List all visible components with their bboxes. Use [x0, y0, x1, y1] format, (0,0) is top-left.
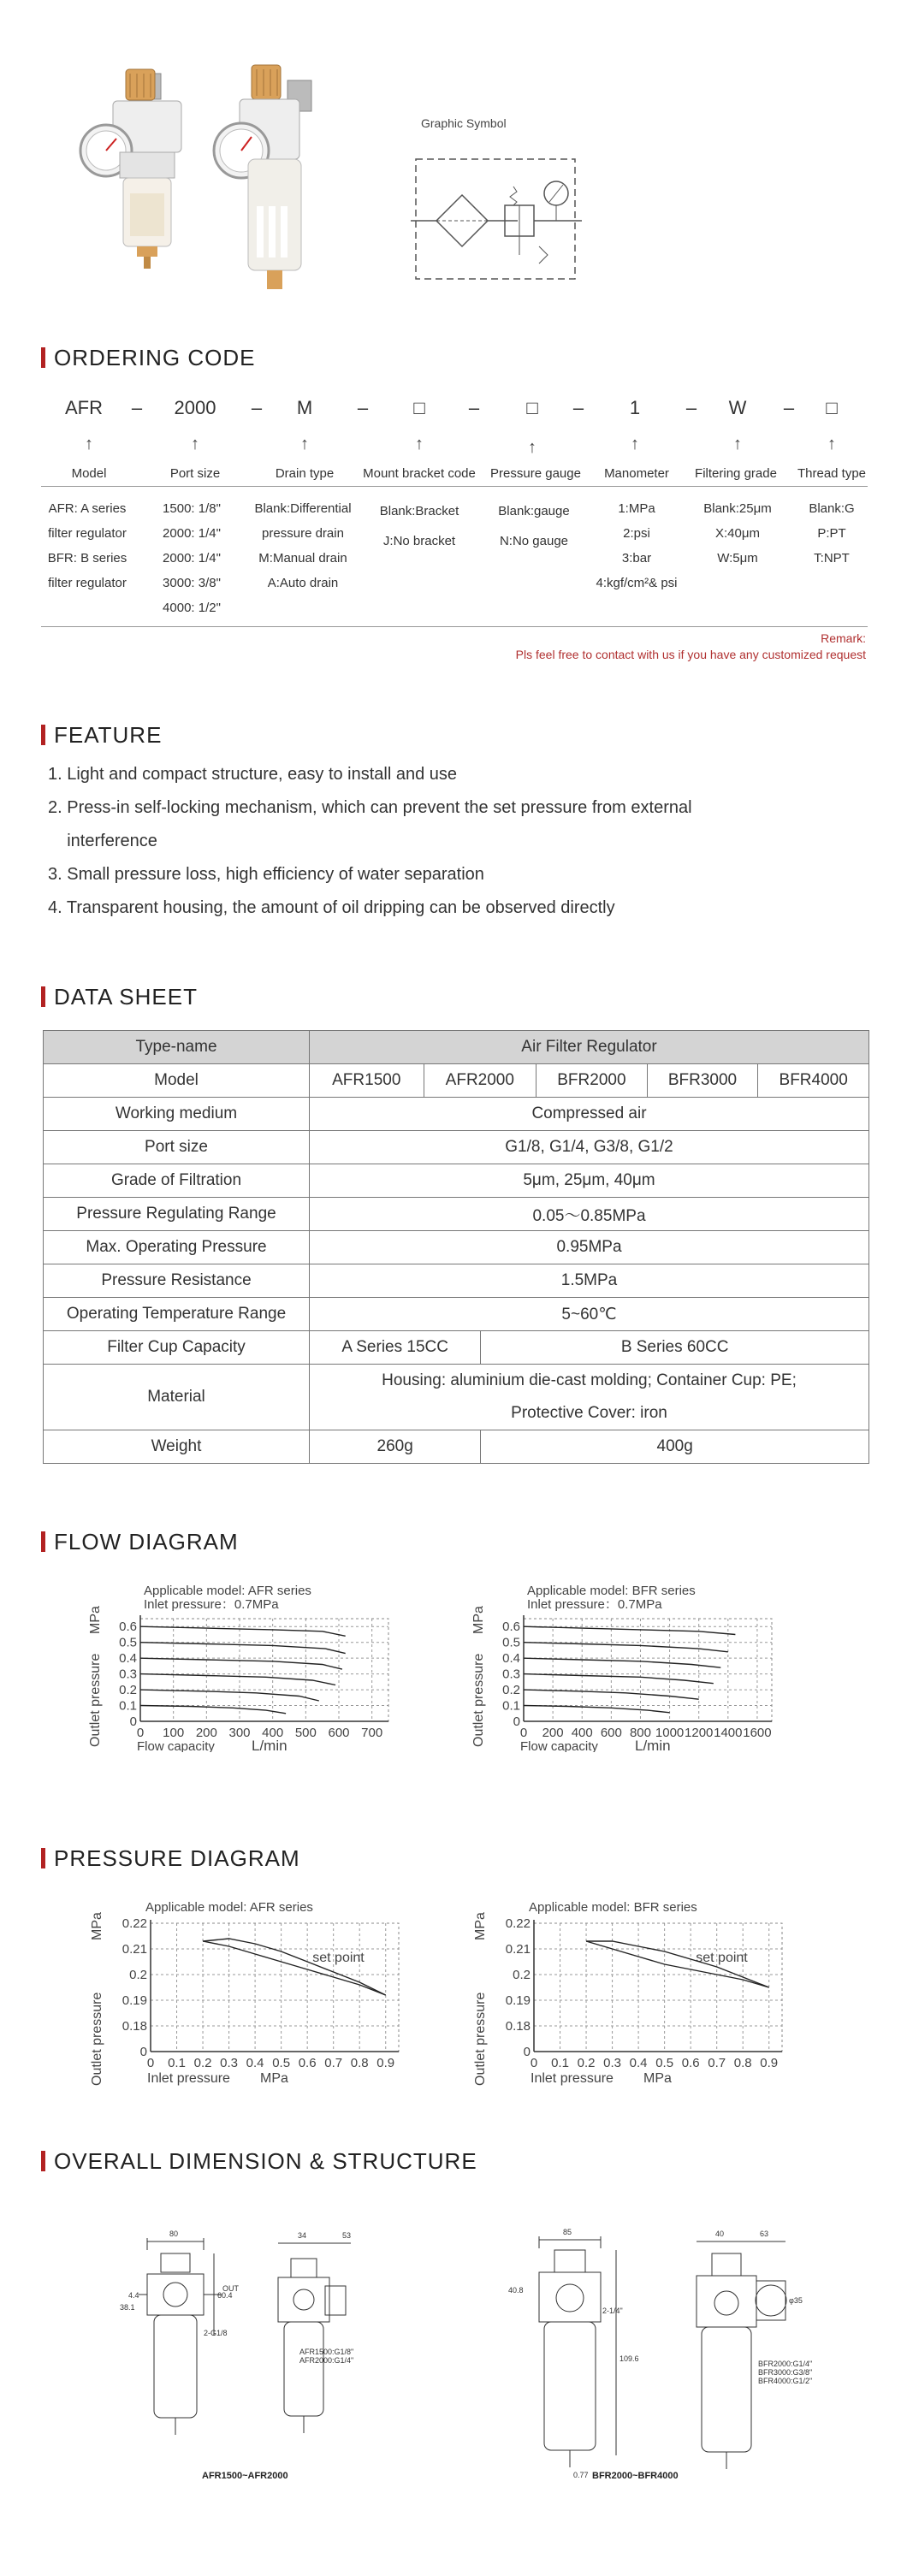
x-axis-label: Inlet pressure	[147, 2071, 230, 2086]
series-line-5	[524, 1706, 670, 1713]
ordering-header-gauge: Pressure gauge	[490, 466, 581, 481]
chart-title: Applicable model: AFR series	[145, 1900, 313, 1915]
x-tick-label: 100	[163, 1726, 185, 1740]
flow-chart-afr	[86, 1581, 411, 1752]
section-title-ordering: ORDERING CODE	[41, 345, 255, 370]
dim-label: 109.6	[619, 2354, 639, 2363]
x-tick-label: 0.3	[220, 2056, 239, 2070]
dim-label: 2-G1/8	[204, 2329, 228, 2337]
chart-title: Applicable model: BFR series	[527, 1584, 696, 1598]
x-unit-label: MPa	[260, 2071, 288, 2086]
x-tick-label: 0	[519, 1726, 528, 1740]
ordering-options-filter: Blank:25μm X:40μm W:5μm	[703, 501, 772, 566]
arrow-icon: ↑	[733, 435, 742, 453]
cell-model: BFR3000	[647, 1064, 758, 1098]
cell-value: 5μm, 25μm, 40μm	[310, 1164, 869, 1198]
arrow-icon: ↑	[631, 435, 639, 453]
product-photo-afr	[79, 56, 190, 287]
dim-label: 53	[342, 2231, 352, 2240]
x-tick-label: 300	[228, 1726, 251, 1740]
code-sep: –	[783, 397, 795, 418]
afr-note: AFR1500:G1/8"	[299, 2348, 354, 2356]
code-sep: –	[572, 397, 584, 418]
ordering-header-thread: Thread type	[797, 466, 867, 481]
dim-label: 34	[298, 2231, 307, 2240]
arrow-icon: ↑	[827, 435, 836, 453]
x-tick-label: 600	[328, 1726, 350, 1740]
y-tick-label: 0.18	[122, 2019, 147, 2034]
x-tick-label: 0.9	[760, 2056, 779, 2070]
table-row	[44, 1164, 869, 1198]
feature-item: 2. Press-in self-locking mechanism, which can prevent the set pressure from external	[48, 798, 692, 817]
x-axis-label: Inlet pressure	[531, 2071, 614, 2086]
y-tick-label: 0.1	[502, 1698, 520, 1714]
section-title-dimension: OVERALL DIMENSION & STRUCTURE	[41, 2148, 477, 2174]
cell-value: B Series 60CC	[481, 1331, 869, 1365]
y-tick-label: 0.18	[505, 2019, 531, 2034]
cell-model: AFR1500	[310, 1064, 424, 1098]
y-tick-label: 0.5	[119, 1635, 137, 1650]
y-tick-label: 0.3	[502, 1667, 520, 1682]
x-axis-label: Flow capacity	[137, 1739, 215, 1752]
cell-value: Compressed air	[310, 1098, 869, 1131]
y-tick-label: 0	[513, 1714, 520, 1729]
y-tick-label: 0.6	[502, 1620, 520, 1635]
ordering-header-manometer: Manometer	[604, 466, 669, 481]
feature-item: 1. Light and compact structure, easy to install and use	[48, 765, 458, 784]
y-tick-label: 0	[129, 1714, 137, 1729]
series-line-3	[524, 1674, 714, 1684]
feature-item: interference	[48, 832, 157, 850]
table-row	[44, 1031, 869, 1064]
chart-subtitle: Inlet pressure：0.7MPa	[144, 1597, 279, 1612]
table-row	[44, 1264, 869, 1298]
cell-model: AFR2000	[424, 1064, 536, 1098]
out-label: OUT	[222, 2284, 239, 2293]
code-gauge: □	[526, 397, 538, 418]
cell-model: BFR4000	[758, 1064, 869, 1098]
ordering-options-thread: Blank:G P:PT T:NPT	[809, 501, 855, 566]
dim-label: 40.8	[508, 2286, 524, 2295]
dim-label: 63	[760, 2230, 769, 2238]
arrow-icon: ↑	[415, 435, 424, 453]
ordering-options-manometer: 1:MPa 2:psi 3:bar 4:kgf/cm²& psi	[596, 501, 678, 590]
dimension-drawing-bfr	[488, 2224, 813, 2490]
x-tick-label: 0.9	[376, 2056, 395, 2070]
y-tick-label: 0.2	[119, 1683, 137, 1698]
flow-chart-bfr	[469, 1581, 794, 1752]
series-line-2	[140, 1658, 342, 1669]
table-row	[44, 1131, 869, 1164]
x-tick-label: 0.8	[350, 2056, 369, 2070]
x-axis-label: Flow capacity	[520, 1739, 598, 1752]
table-row	[44, 1331, 869, 1365]
ordering-bottom-divider	[41, 626, 868, 627]
series-line-3	[140, 1674, 335, 1685]
set-point-annotation: set point	[312, 1951, 365, 1965]
arrow-icon: ↑	[85, 435, 93, 453]
cell-value: Housing: aluminium die-cast molding; Container Cup: PE; Protective Cover: iron	[310, 1365, 869, 1430]
dim-label: 0.77	[573, 2471, 589, 2479]
afr-note: AFR2000:G1/4"	[299, 2356, 354, 2365]
ordering-header-model: Model	[71, 466, 107, 481]
chart-title: Applicable model: AFR series	[144, 1584, 311, 1598]
dim-label: 60.4	[217, 2291, 233, 2300]
x-tick-label: 200	[195, 1726, 217, 1740]
x-tick-label: 1400	[714, 1726, 743, 1740]
cell-value: 0.05～0.85MPa	[310, 1198, 869, 1231]
table-row	[44, 1064, 869, 1098]
cell-label: Operating Temperature Range	[44, 1298, 310, 1331]
x-tick-label: 400	[262, 1726, 284, 1740]
x-tick-label: 1000	[655, 1726, 685, 1740]
y-axis-label: Outlet pressure	[90, 1992, 104, 2086]
series-line-1	[524, 1643, 728, 1652]
x-tick-label: 0.6	[681, 2056, 700, 2070]
y-tick-label: 0	[523, 2045, 531, 2059]
x-tick-label: 0.2	[577, 2056, 596, 2070]
code-drain: M	[296, 397, 313, 418]
chart-title: Applicable model: BFR series	[529, 1900, 697, 1915]
dimension-caption-afr: AFR1500~AFR2000	[202, 2471, 288, 2481]
x-tick-label: 200	[542, 1726, 564, 1740]
x-tick-label: 0.7	[708, 2056, 726, 2070]
feature-item: 3. Small pressure loss, high efficiency of water separation	[48, 865, 484, 884]
table-row	[44, 1430, 869, 1464]
y-tick-label: 0.19	[122, 1993, 147, 2008]
x-tick-label: 0.7	[324, 2056, 343, 2070]
cell-label: Material	[44, 1365, 310, 1430]
y-tick-label: 0.22	[122, 1916, 147, 1931]
product-photo-bfr	[205, 56, 325, 305]
dim-label: 40	[715, 2230, 725, 2238]
cell-label: Weight	[44, 1430, 310, 1464]
chart-subtitle: Inlet pressure：0.7MPa	[527, 1597, 662, 1612]
cell-value: G1/8, G1/4, G3/8, G1/2	[310, 1131, 869, 1164]
dim-label: 38.1	[120, 2303, 135, 2312]
pressure-chart-afr	[86, 1898, 411, 2091]
ordering-options-bracket: Blank:Bracket J:No bracket	[379, 504, 459, 548]
bfr-note: BFR2000:G1/4"	[758, 2360, 813, 2368]
series-line-1	[140, 1643, 346, 1654]
cell-value: 0.95MPa	[310, 1231, 869, 1264]
section-title-feature: FEATURE	[41, 722, 162, 748]
x-unit-label: L/min	[635, 1738, 671, 1752]
x-tick-label: 700	[361, 1726, 383, 1740]
y-tick-label: 0.21	[505, 1942, 531, 1957]
x-tick-label: 0.5	[655, 2056, 674, 2070]
cell-label: Grade of Filtration	[44, 1164, 310, 1198]
ordering-header-bracket: Mount bracket code	[363, 466, 476, 481]
remark-title: Remark:	[821, 631, 866, 645]
section-title-pressure: PRESSURE DIAGRAM	[41, 1845, 300, 1871]
ordering-divider	[41, 486, 868, 487]
code-manometer: 1	[629, 397, 641, 418]
x-tick-label: 0.4	[629, 2056, 648, 2070]
code-sep: –	[357, 397, 369, 418]
y-unit-label: MPa	[473, 1912, 488, 1940]
code-sep: –	[468, 397, 480, 418]
table-row	[44, 1098, 869, 1131]
arrow-icon: ↑	[300, 435, 309, 453]
cell-label: Model	[44, 1064, 310, 1098]
remark-text: Pls feel free to contact with us if you have any customized request	[515, 648, 866, 661]
x-tick-label: 0.4	[246, 2056, 264, 2070]
arrow-icon: ↑	[191, 435, 199, 453]
code-filter: W	[728, 397, 747, 418]
ordering-options-gauge: Blank:gauge N:No gauge	[498, 504, 570, 548]
y-axis-label: Outlet pressure	[471, 1653, 486, 1747]
x-tick-label: 0.3	[603, 2056, 622, 2070]
bfr-note: BFR4000:G1/2"	[758, 2377, 813, 2385]
x-tick-label: 0	[136, 1726, 145, 1740]
x-tick-label: 0	[530, 2056, 538, 2070]
graphic-symbol-label: Graphic Symbol	[421, 116, 507, 130]
x-tick-label: 0.1	[168, 2056, 186, 2070]
dimension-drawing-afr	[94, 2224, 376, 2481]
ordering-header-drain: Drain type	[275, 466, 335, 481]
cell-value: 5~60℃	[310, 1298, 869, 1331]
data-sheet-table	[43, 1030, 869, 1464]
cell-label: Type-name	[44, 1031, 310, 1064]
x-unit-label: L/min	[252, 1738, 288, 1752]
ordering-options-drain: Blank:Differential pressure drain M:Manual drain A:Auto drain	[254, 501, 352, 590]
dim-label: 85	[563, 2228, 572, 2236]
y-tick-label: 0.19	[505, 1993, 531, 2008]
y-unit-label: MPa	[90, 1912, 104, 1940]
y-tick-label: 0.4	[119, 1651, 137, 1667]
x-tick-label: 1600	[743, 1726, 772, 1740]
y-tick-label: 0.6	[119, 1620, 137, 1635]
table-row	[44, 1365, 869, 1430]
y-axis-label: Outlet pressure	[88, 1653, 103, 1747]
table-row	[44, 1298, 869, 1331]
plot-frame	[151, 1923, 399, 2052]
code-sep: –	[251, 397, 263, 418]
y-tick-label: 0.5	[502, 1635, 520, 1650]
graphic-symbol	[411, 152, 582, 289]
ordering-header-port: Port size	[169, 466, 221, 481]
y-tick-label: 0.2	[513, 1968, 531, 1982]
cell-model: BFR2000	[536, 1064, 648, 1098]
section-title-flow: FLOW DIAGRAM	[41, 1529, 239, 1554]
cell-value: 260g	[310, 1430, 481, 1464]
x-tick-label: 0.1	[551, 2056, 569, 2070]
cell-label: Pressure Resistance	[44, 1264, 310, 1298]
ordering-header-filter: Filtering grade	[695, 466, 777, 481]
x-tick-label: 0	[146, 2056, 155, 2070]
dim-label: φ35	[789, 2296, 803, 2305]
series-line-5	[140, 1706, 286, 1714]
cell-value: 1.5MPa	[310, 1264, 869, 1298]
dim-label: 4.4	[128, 2291, 139, 2300]
arrow-icon: ↑	[528, 438, 536, 457]
y-unit-label: MPa	[88, 1606, 103, 1634]
table-row	[44, 1198, 869, 1231]
section-title-datasheet: DATA SHEET	[41, 984, 198, 1010]
feature-list	[48, 758, 869, 925]
x-tick-label: 500	[294, 1726, 317, 1740]
x-tick-label: 600	[600, 1726, 622, 1740]
y-tick-label: 0.4	[502, 1651, 520, 1667]
feature-item: 4. Transparent housing, the amount of oil dripping can be observed directly	[48, 898, 615, 917]
series-line-4	[140, 1690, 319, 1701]
ordering-options-model: AFR: A series filter regulator BFR: B series filter regulator	[47, 501, 127, 590]
cell-value: Air Filter Regulator	[310, 1031, 869, 1064]
dimension-caption-bfr: BFR2000~BFR4000	[592, 2471, 679, 2481]
series-line-0	[524, 1626, 735, 1634]
code-bracket: □	[413, 397, 425, 418]
x-tick-label: 0.6	[298, 2056, 317, 2070]
set-point-annotation: set point	[696, 1951, 748, 1965]
y-unit-label: MPa	[471, 1606, 486, 1634]
cell-label: Port size	[44, 1131, 310, 1164]
code-sep: –	[685, 397, 697, 418]
pressure-chart-bfr	[469, 1898, 794, 2091]
x-tick-label: 0.8	[733, 2056, 752, 2070]
cell-label: Working medium	[44, 1098, 310, 1131]
y-tick-label: 0	[139, 2045, 147, 2059]
y-tick-label: 0.2	[502, 1683, 520, 1698]
y-tick-label: 0.2	[129, 1968, 147, 1982]
plot-frame	[534, 1923, 782, 2052]
code-sep: –	[131, 397, 143, 418]
y-tick-label: 0.3	[119, 1667, 137, 1682]
cell-label: Max. Operating Pressure	[44, 1231, 310, 1264]
y-tick-label: 0.1	[119, 1698, 137, 1714]
x-tick-label: 400	[571, 1726, 593, 1740]
code-model: AFR	[65, 397, 103, 418]
cell-label: Filter Cup Capacity	[44, 1331, 310, 1365]
table-row	[44, 1231, 869, 1264]
x-tick-label: 1200	[685, 1726, 714, 1740]
y-tick-label: 0.21	[122, 1942, 147, 1957]
y-tick-label: 0.22	[505, 1916, 531, 1931]
code-thread: □	[826, 397, 838, 418]
bfr-note: BFR3000:G3/8"	[758, 2368, 813, 2377]
x-tick-label: 800	[629, 1726, 651, 1740]
ordering-options-port: 1500: 1/8" 2000: 1/4" 2000: 1/4" 3000: 3/8" 4000: 1/2"	[163, 501, 221, 615]
code-port: 2000	[174, 397, 216, 418]
cell-value: 400g	[481, 1430, 869, 1464]
series-line-0	[140, 1626, 346, 1636]
cell-label: Pressure Regulating Range	[44, 1198, 310, 1231]
x-tick-label: 0.2	[193, 2056, 212, 2070]
x-tick-label: 0.5	[272, 2056, 291, 2070]
x-unit-label: MPa	[643, 2071, 672, 2086]
cell-value: A Series 15CC	[310, 1331, 481, 1365]
dim-label: 2-1/4"	[602, 2307, 623, 2315]
dim-label: 80	[169, 2230, 179, 2238]
y-axis-label: Outlet pressure	[473, 1992, 488, 2086]
